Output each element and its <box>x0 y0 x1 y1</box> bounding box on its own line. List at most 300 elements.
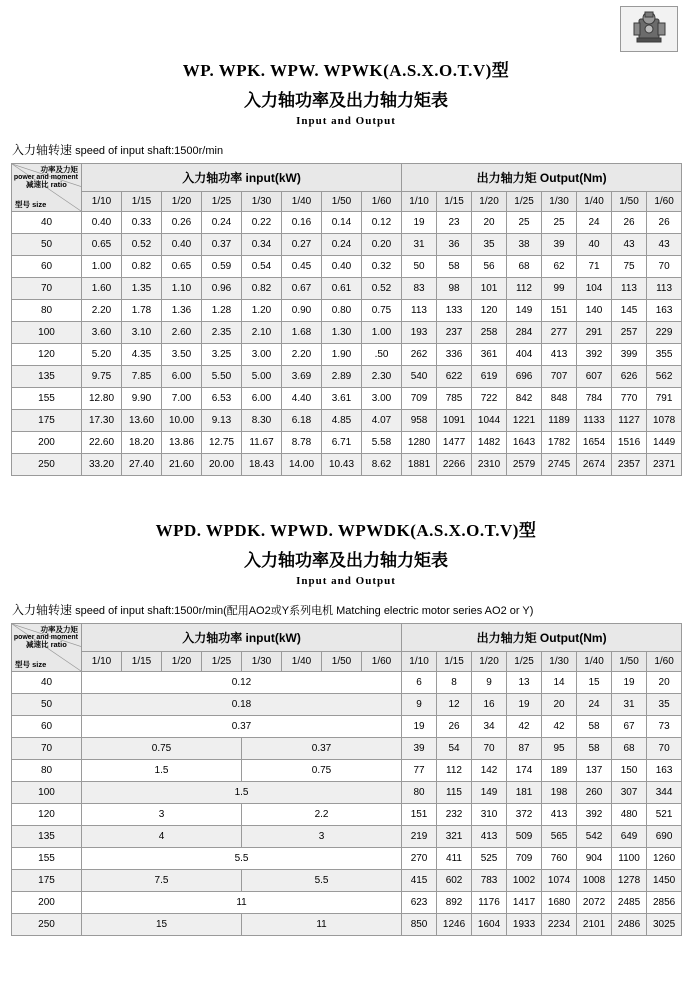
cell-output-3: 38 <box>507 234 542 256</box>
cell-input-6: 0.80 <box>322 300 362 322</box>
cell-output-4: 25 <box>542 212 577 234</box>
cell-output-4: 42 <box>542 716 577 738</box>
cell-output-7: 1450 <box>647 870 682 892</box>
cell-output-5: 260 <box>577 782 612 804</box>
cell-output-4: 1680 <box>542 892 577 914</box>
cell-output-4: 760 <box>542 848 577 870</box>
cell-output-2: 1604 <box>472 914 507 936</box>
header-group-output: 出力轴力矩 Output(Nm) <box>402 624 682 652</box>
cell-input-0: 0.37 <box>82 716 402 738</box>
table-header-groups <box>12 164 682 192</box>
cell-output-3: 284 <box>507 322 542 344</box>
cell-output-0: 50 <box>402 256 437 278</box>
cell-output-0: 151 <box>402 804 437 826</box>
section2-table-wrap <box>11 623 682 936</box>
cell-output-3: 87 <box>507 738 542 760</box>
cell-input-5: 8.78 <box>282 432 322 454</box>
cell-output-6: 26 <box>612 212 647 234</box>
section2-speed-caption <box>12 601 682 618</box>
cell-input-5: 3.69 <box>282 366 322 388</box>
cell-output-6: 649 <box>612 826 647 848</box>
header-ratio-input-4: 1/30 <box>242 652 282 672</box>
table-row <box>12 870 682 892</box>
cell-input-2: 10.00 <box>162 410 202 432</box>
cell-output-1: 115 <box>437 782 472 804</box>
cell-size: 135 <box>12 366 82 388</box>
cell-output-1: 1091 <box>437 410 472 432</box>
cell-output-7: 35 <box>647 694 682 716</box>
cell-input-0: 1.00 <box>82 256 122 278</box>
cell-output-7: 2856 <box>647 892 682 914</box>
cell-output-2: 525 <box>472 848 507 870</box>
cell-output-5: 2674 <box>577 454 612 476</box>
cell-output-7: 26 <box>647 212 682 234</box>
cell-output-2: 1482 <box>472 432 507 454</box>
section1-title-en: Input and Output <box>296 115 396 127</box>
cell-output-0: 623 <box>402 892 437 914</box>
cell-output-5: 24 <box>577 694 612 716</box>
section1-title-cn2: 入力轴功率及出力轴力矩表 <box>244 91 448 110</box>
cell-size: 40 <box>12 672 82 694</box>
cell-input-5: 0.16 <box>282 212 322 234</box>
cell-size: 100 <box>12 322 82 344</box>
cell-input-1: 0.82 <box>122 256 162 278</box>
cell-output-1: 23 <box>437 212 472 234</box>
header-ratio-output-6: 1/50 <box>612 192 647 212</box>
cell-output-6: 1100 <box>612 848 647 870</box>
header-ratio-input-5: 1/40 <box>282 652 322 672</box>
table-row <box>12 366 682 388</box>
cell-output-0: 850 <box>402 914 437 936</box>
cell-output-4: 62 <box>542 256 577 278</box>
cell-size: 40 <box>12 212 82 234</box>
cell-output-2: 20 <box>472 212 507 234</box>
section2-title-block <box>10 516 682 587</box>
table-row <box>12 388 682 410</box>
cell-output-3: 13 <box>507 672 542 694</box>
cell-output-7: 690 <box>647 826 682 848</box>
cell-output-1: 622 <box>437 366 472 388</box>
cell-input-5: 0.90 <box>282 300 322 322</box>
cell-input-0: 7.5 <box>82 870 242 892</box>
cell-output-4: 14 <box>542 672 577 694</box>
cell-output-7: 521 <box>647 804 682 826</box>
cell-output-1: 321 <box>437 826 472 848</box>
cell-output-1: 785 <box>437 388 472 410</box>
cell-output-2: 722 <box>472 388 507 410</box>
cell-output-5: 1654 <box>577 432 612 454</box>
cell-output-3: 1643 <box>507 432 542 454</box>
cell-input-4: 18.43 <box>242 454 282 476</box>
cell-output-2: 56 <box>472 256 507 278</box>
table-row <box>12 300 682 322</box>
cell-input-2: 7.00 <box>162 388 202 410</box>
cell-size: 50 <box>12 234 82 256</box>
cell-output-5: 392 <box>577 344 612 366</box>
cell-output-1: 12 <box>437 694 472 716</box>
cell-output-0: 958 <box>402 410 437 432</box>
table-row <box>12 234 682 256</box>
section1-speed-label-cn: 入力轴转速 <box>12 143 73 157</box>
cell-output-5: 392 <box>577 804 612 826</box>
cell-output-2: 35 <box>472 234 507 256</box>
cell-input-7: 1.00 <box>362 322 402 344</box>
cell-size: 250 <box>12 914 82 936</box>
header-ratio-output-2: 1/20 <box>472 192 507 212</box>
cell-output-5: 24 <box>577 212 612 234</box>
cell-output-5: 2101 <box>577 914 612 936</box>
cell-output-1: 232 <box>437 804 472 826</box>
cell-output-3: 25 <box>507 212 542 234</box>
cell-output-7: 2371 <box>647 454 682 476</box>
cell-output-5: 2072 <box>577 892 612 914</box>
cell-input-0: 12.80 <box>82 388 122 410</box>
section2-speed-label-en: speed of input shaft:1500r/min(配用AO2或Y系列电机 Matching electric motor series AO2 or Y) <box>75 605 534 617</box>
cell-output-0: 193 <box>402 322 437 344</box>
cell-output-2: 101 <box>472 278 507 300</box>
cell-output-6: 257 <box>612 322 647 344</box>
cell-output-2: 34 <box>472 716 507 738</box>
cell-output-0: 19 <box>402 212 437 234</box>
cell-input-1: 13.60 <box>122 410 162 432</box>
cell-output-6: 1278 <box>612 870 647 892</box>
header-ratio-input-6: 1/50 <box>322 652 362 672</box>
cell-input-1: 4.35 <box>122 344 162 366</box>
header-ratio-input-2: 1/20 <box>162 652 202 672</box>
header-ratio-output-7: 1/60 <box>647 192 682 212</box>
table-row <box>12 694 682 716</box>
cell-input-1: 0.33 <box>122 212 162 234</box>
table-row <box>12 410 682 432</box>
cell-size: 155 <box>12 848 82 870</box>
section1-table <box>11 163 682 476</box>
cell-output-5: 140 <box>577 300 612 322</box>
cell-output-4: 1189 <box>542 410 577 432</box>
cell-input-1: 11 <box>242 914 402 936</box>
cell-input-0: 22.60 <box>82 432 122 454</box>
cell-output-5: 1008 <box>577 870 612 892</box>
cell-input-5: 6.18 <box>282 410 322 432</box>
cell-input-4: 11.67 <box>242 432 282 454</box>
cell-size: 120 <box>12 344 82 366</box>
header-ratio-output-2: 1/20 <box>472 652 507 672</box>
cell-output-5: 291 <box>577 322 612 344</box>
header-group-input: 入力轴功率 input(kW) <box>82 164 402 192</box>
cell-input-0: 17.30 <box>82 410 122 432</box>
cell-output-6: 67 <box>612 716 647 738</box>
header-group-input: 入力轴功率 input(kW) <box>82 624 402 652</box>
cell-size: 250 <box>12 454 82 476</box>
cell-output-7: 20 <box>647 672 682 694</box>
cell-input-2: 0.65 <box>162 256 202 278</box>
header-ratio-input-5: 1/40 <box>282 192 322 212</box>
cell-input-4: 8.30 <box>242 410 282 432</box>
cell-output-3: 404 <box>507 344 542 366</box>
cell-input-0: 11 <box>82 892 402 914</box>
cell-output-4: 39 <box>542 234 577 256</box>
cell-output-4: 198 <box>542 782 577 804</box>
cell-size: 80 <box>12 760 82 782</box>
cell-output-3: 1221 <box>507 410 542 432</box>
cell-output-6: 43 <box>612 234 647 256</box>
cell-output-3: 1933 <box>507 914 542 936</box>
table-row <box>12 804 682 826</box>
table-corner-header: 功率及力矩 power and moment 减速比 ratio 型号 size <box>12 164 82 212</box>
cell-output-7: 1449 <box>647 432 682 454</box>
header-ratio-output-5: 1/40 <box>577 192 612 212</box>
cell-input-0: 1.5 <box>82 782 402 804</box>
table-row <box>12 212 682 234</box>
cell-output-5: 607 <box>577 366 612 388</box>
cell-input-4: 0.82 <box>242 278 282 300</box>
cell-output-6: 2357 <box>612 454 647 476</box>
cell-output-3: 19 <box>507 694 542 716</box>
cell-output-2: 2310 <box>472 454 507 476</box>
cell-output-4: 413 <box>542 804 577 826</box>
cell-output-0: 9 <box>402 694 437 716</box>
cell-input-3: 6.53 <box>202 388 242 410</box>
header-ratio-output-3: 1/25 <box>507 652 542 672</box>
table-row <box>12 322 682 344</box>
cell-output-6: 113 <box>612 278 647 300</box>
cell-output-4: 189 <box>542 760 577 782</box>
table-row <box>12 760 682 782</box>
cell-output-6: 307 <box>612 782 647 804</box>
cell-input-2: 13.86 <box>162 432 202 454</box>
cell-input-3: 0.24 <box>202 212 242 234</box>
cell-size: 175 <box>12 870 82 892</box>
header-ratio-input-1: 1/15 <box>122 652 162 672</box>
section2-title-cn2: 入力轴功率及出力轴力矩表 <box>244 551 448 570</box>
cell-output-0: 19 <box>402 716 437 738</box>
table-row <box>12 278 682 300</box>
cell-input-0: 33.20 <box>82 454 122 476</box>
cell-output-0: 415 <box>402 870 437 892</box>
cell-output-5: 58 <box>577 738 612 760</box>
cell-input-3: 0.59 <box>202 256 242 278</box>
cell-output-3: 112 <box>507 278 542 300</box>
cell-output-0: 709 <box>402 388 437 410</box>
cell-input-1: 3.10 <box>122 322 162 344</box>
cell-output-0: 219 <box>402 826 437 848</box>
cell-input-4: 1.20 <box>242 300 282 322</box>
cell-size: 80 <box>12 300 82 322</box>
table-row <box>12 892 682 914</box>
cell-output-0: 39 <box>402 738 437 760</box>
header-ratio-output-0: 1/10 <box>402 652 437 672</box>
header-ratio-output-4: 1/30 <box>542 652 577 672</box>
cell-input-3: 2.35 <box>202 322 242 344</box>
cell-output-0: 83 <box>402 278 437 300</box>
cell-output-4: 99 <box>542 278 577 300</box>
cell-output-3: 1002 <box>507 870 542 892</box>
table-row <box>12 716 682 738</box>
cell-output-0: 80 <box>402 782 437 804</box>
header-ratio-output-1: 1/15 <box>437 192 472 212</box>
cell-input-4: 3.00 <box>242 344 282 366</box>
cell-input-3: 5.50 <box>202 366 242 388</box>
cell-input-6: 1.30 <box>322 322 362 344</box>
cell-size: 200 <box>12 892 82 914</box>
cell-input-2: 6.00 <box>162 366 202 388</box>
table-row <box>12 914 682 936</box>
cell-output-6: 399 <box>612 344 647 366</box>
cell-input-0: 5.5 <box>82 848 402 870</box>
cell-input-4: 6.00 <box>242 388 282 410</box>
cell-output-6: 770 <box>612 388 647 410</box>
section1-table-wrap <box>11 163 682 476</box>
cell-output-2: 783 <box>472 870 507 892</box>
cell-output-4: 413 <box>542 344 577 366</box>
cell-output-3: 149 <box>507 300 542 322</box>
table-corner-header: 功率及力矩 power and moment 减速比 ratio 型号 size <box>12 624 82 672</box>
section2-speed-label-cn: 入力轴转速 <box>12 603 73 617</box>
cell-size: 60 <box>12 256 82 278</box>
cell-output-3: 2579 <box>507 454 542 476</box>
cell-input-7: 4.07 <box>362 410 402 432</box>
cell-output-5: 542 <box>577 826 612 848</box>
cell-output-1: 98 <box>437 278 472 300</box>
cell-input-6: 0.61 <box>322 278 362 300</box>
section2-title-en: Input and Output <box>296 575 396 587</box>
table-row <box>12 848 682 870</box>
cell-output-7: 43 <box>647 234 682 256</box>
cell-output-7: 113 <box>647 278 682 300</box>
cell-input-0: 0.65 <box>82 234 122 256</box>
cell-output-7: 73 <box>647 716 682 738</box>
cell-output-1: 237 <box>437 322 472 344</box>
cell-output-7: 70 <box>647 256 682 278</box>
cell-input-0: 1.60 <box>82 278 122 300</box>
cell-input-2: 3.50 <box>162 344 202 366</box>
cell-input-0: 4 <box>82 826 242 848</box>
cell-output-2: 16 <box>472 694 507 716</box>
cell-output-1: 26 <box>437 716 472 738</box>
cell-input-2: 2.60 <box>162 322 202 344</box>
cell-output-2: 258 <box>472 322 507 344</box>
cell-input-0: 2.20 <box>82 300 122 322</box>
cell-input-6: 1.90 <box>322 344 362 366</box>
header-group-output: 出力轴力矩 Output(Nm) <box>402 164 682 192</box>
cell-input-3: 9.13 <box>202 410 242 432</box>
cell-output-7: 70 <box>647 738 682 760</box>
header-ratio-output-0: 1/10 <box>402 192 437 212</box>
cell-output-3: 42 <box>507 716 542 738</box>
cell-input-5: 0.67 <box>282 278 322 300</box>
cell-input-6: 0.40 <box>322 256 362 278</box>
cell-output-6: 1516 <box>612 432 647 454</box>
cell-output-1: 1477 <box>437 432 472 454</box>
cell-output-0: 6 <box>402 672 437 694</box>
cell-input-3: 0.37 <box>202 234 242 256</box>
cell-size: 70 <box>12 738 82 760</box>
cell-input-0: 3.60 <box>82 322 122 344</box>
cell-output-4: 1782 <box>542 432 577 454</box>
cell-output-3: 842 <box>507 388 542 410</box>
cell-output-4: 848 <box>542 388 577 410</box>
cell-input-7: 5.58 <box>362 432 402 454</box>
cell-input-7: 0.12 <box>362 212 402 234</box>
cell-output-3: 696 <box>507 366 542 388</box>
header-ratio-input-0: 1/10 <box>82 652 122 672</box>
cell-input-3: 12.75 <box>202 432 242 454</box>
header-ratio-input-4: 1/30 <box>242 192 282 212</box>
table-row <box>12 672 682 694</box>
cell-output-1: 1246 <box>437 914 472 936</box>
cell-output-6: 150 <box>612 760 647 782</box>
cell-output-2: 1044 <box>472 410 507 432</box>
header-ratio-output-6: 1/50 <box>612 652 647 672</box>
cell-input-6: 0.24 <box>322 234 362 256</box>
cell-input-2: 1.36 <box>162 300 202 322</box>
cell-input-4: 0.54 <box>242 256 282 278</box>
cell-output-7: 355 <box>647 344 682 366</box>
gearbox-icon <box>626 11 672 47</box>
cell-output-7: 1078 <box>647 410 682 432</box>
cell-output-7: 3025 <box>647 914 682 936</box>
cell-output-4: 1074 <box>542 870 577 892</box>
cell-output-0: 262 <box>402 344 437 366</box>
header-ratio-input-1: 1/15 <box>122 192 162 212</box>
section2-table <box>11 623 682 936</box>
header-ratio-input-6: 1/50 <box>322 192 362 212</box>
cell-output-2: 70 <box>472 738 507 760</box>
cell-output-5: 784 <box>577 388 612 410</box>
header-ratio-output-5: 1/40 <box>577 652 612 672</box>
cell-input-0: 3 <box>82 804 242 826</box>
cell-output-3: 181 <box>507 782 542 804</box>
table-row <box>12 454 682 476</box>
cell-output-2: 1176 <box>472 892 507 914</box>
cell-size: 155 <box>12 388 82 410</box>
cell-input-7: 0.32 <box>362 256 402 278</box>
cell-output-1: 2266 <box>437 454 472 476</box>
cell-output-3: 1417 <box>507 892 542 914</box>
cell-input-0: 15 <box>82 914 242 936</box>
cell-output-2: 310 <box>472 804 507 826</box>
cell-input-3: 1.28 <box>202 300 242 322</box>
cell-input-6: 0.14 <box>322 212 362 234</box>
cell-input-4: 5.00 <box>242 366 282 388</box>
header-ratio-input-0: 1/10 <box>82 192 122 212</box>
cell-output-1: 58 <box>437 256 472 278</box>
cell-input-4: 0.22 <box>242 212 282 234</box>
cell-size: 120 <box>12 804 82 826</box>
cell-output-4: 2234 <box>542 914 577 936</box>
cell-output-0: 77 <box>402 760 437 782</box>
cell-output-6: 2485 <box>612 892 647 914</box>
cell-input-1: 0.52 <box>122 234 162 256</box>
cell-output-2: 9 <box>472 672 507 694</box>
cell-input-6: 6.71 <box>322 432 362 454</box>
cell-input-3: 20.00 <box>202 454 242 476</box>
cell-output-5: 904 <box>577 848 612 870</box>
cell-input-5: 4.40 <box>282 388 322 410</box>
cell-input-7: 8.62 <box>362 454 402 476</box>
cell-input-5: 14.00 <box>282 454 322 476</box>
cell-output-1: 112 <box>437 760 472 782</box>
cell-input-7: 0.20 <box>362 234 402 256</box>
cell-output-6: 19 <box>612 672 647 694</box>
cell-input-4: 0.34 <box>242 234 282 256</box>
cell-output-0: 113 <box>402 300 437 322</box>
cell-output-6: 31 <box>612 694 647 716</box>
table-header-ratios <box>12 192 682 212</box>
cell-output-3: 372 <box>507 804 542 826</box>
cell-input-7: 3.00 <box>362 388 402 410</box>
cell-input-7: 0.52 <box>362 278 402 300</box>
cell-output-5: 58 <box>577 716 612 738</box>
